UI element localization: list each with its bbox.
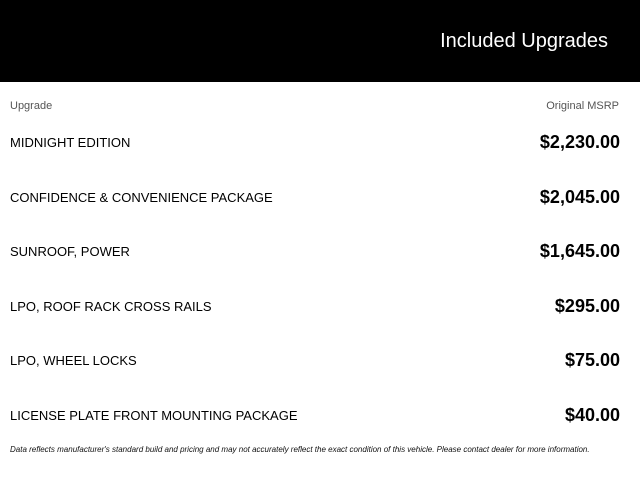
upgrade-name: LPO, ROOF RACK CROSS RAILS xyxy=(10,298,212,314)
upgrade-name: LICENSE PLATE FRONT MOUNTING PACKAGE xyxy=(10,407,298,423)
upgrade-price: $2,230.00 xyxy=(539,132,620,152)
table-row xyxy=(0,333,640,388)
upgrade-price: $40.00 xyxy=(564,404,620,425)
header-banner xyxy=(0,0,640,82)
upgrade-name: CONFIDENCE & CONVENIENCE PACKAGE xyxy=(10,189,273,205)
table-row xyxy=(0,224,640,279)
upgrade-name: LPO, WHEEL LOCKS xyxy=(10,353,137,368)
upgrade-price: $75.00 xyxy=(564,350,620,370)
column-header-msrp: Original MSRP xyxy=(546,100,619,112)
column-header-upgrade: Upgrade xyxy=(10,100,53,112)
upgrade-price: $2,045.00 xyxy=(539,186,620,207)
table-row xyxy=(0,388,640,443)
table-row xyxy=(0,170,640,225)
disclaimer-text: Data reflects manufacturer's standard build and pricing and may not accurately reflect the exact condition of this vehicle. Please contact dealer for more information. xyxy=(10,445,590,454)
upgrade-name: SUNROOF, POWER xyxy=(10,244,130,259)
upgrades-table xyxy=(0,115,640,442)
upgrade-name: MIDNIGHT EDITION xyxy=(10,135,131,150)
upgrade-price: $1,645.00 xyxy=(539,241,620,261)
upgrade-price: $295.00 xyxy=(554,295,620,316)
table-row xyxy=(0,279,640,334)
page-title: Included Upgrades xyxy=(440,30,608,52)
table-row xyxy=(0,115,640,170)
